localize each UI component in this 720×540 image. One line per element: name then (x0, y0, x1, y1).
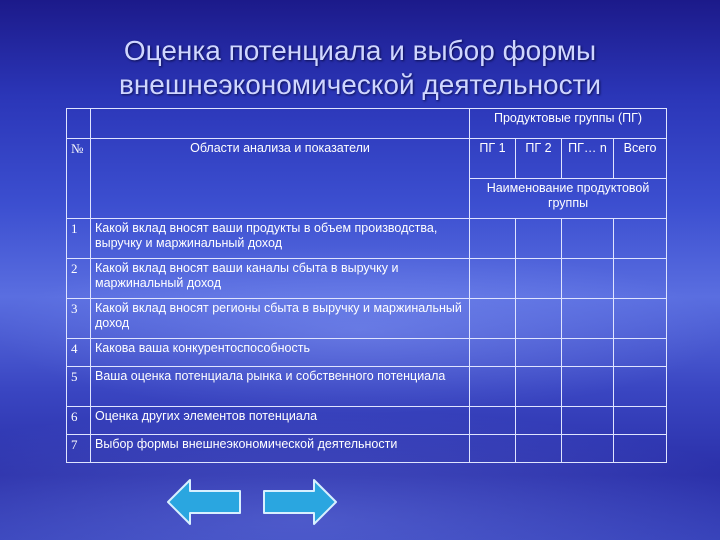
table-row (67, 299, 667, 339)
forward-button[interactable] (262, 478, 338, 526)
cell-pgn (562, 435, 614, 463)
cell-pg2 (516, 299, 562, 339)
cell-pg1 (470, 299, 516, 339)
cell-pg2 (516, 435, 562, 463)
cell-pg1 (470, 259, 516, 299)
cell-pgn (562, 219, 614, 259)
row-text: Какова ваша конкурентоспособность (91, 339, 470, 367)
arrow-right-icon (262, 478, 338, 526)
cell-pgn (562, 407, 614, 435)
header-no: № (67, 139, 91, 219)
row-text: Какой вклад вносят регионы сбыта в выручку и маржинальный доход (91, 299, 470, 339)
slide-title-line-1: Оценка потенциала и выбор формы (123, 35, 597, 66)
cell-pg2 (516, 367, 562, 407)
cell-total (614, 219, 667, 259)
header-total: Всего (614, 139, 667, 179)
cell-pg1 (470, 435, 516, 463)
arrow-left-icon (166, 478, 242, 526)
cell-pg1 (470, 339, 516, 367)
cell-pgn (562, 367, 614, 407)
table-header-row-1 (67, 109, 667, 139)
table-row (67, 407, 667, 435)
row-text: Выбор формы внешнеэкономической деятельности (91, 435, 470, 463)
cell-pgn (562, 299, 614, 339)
row-number: 4 (67, 339, 91, 367)
cell-total (614, 367, 667, 407)
analysis-table (66, 108, 667, 463)
cell-total (614, 299, 667, 339)
table-row (67, 339, 667, 367)
cell-pg2 (516, 259, 562, 299)
header-blank-no (67, 109, 91, 139)
table-header-row-2 (67, 139, 667, 179)
cell-pg2 (516, 339, 562, 367)
slide-title (0, 34, 720, 102)
back-button[interactable] (166, 478, 242, 526)
cell-total (614, 435, 667, 463)
table-row (67, 435, 667, 463)
header-areas: Области анализа и показатели (91, 139, 470, 219)
row-text: Ваша оценка потенциала рынка и собственного потенциала (91, 367, 470, 407)
header-product-groups: Продуктовые группы (ПГ) (470, 109, 667, 139)
cell-total (614, 339, 667, 367)
cell-pgn (562, 259, 614, 299)
row-number: 1 (67, 219, 91, 259)
row-number: 5 (67, 367, 91, 407)
row-text: Какой вклад вносят ваши продукты в объем производства, выручку и маржинальный доход (91, 219, 470, 259)
row-text: Какой вклад вносят ваши каналы сбыта в выручку и маржинальный доход (91, 259, 470, 299)
slide-title-line-2: внешнеэкономической деятельности (118, 69, 602, 100)
header-pg1: ПГ 1 (470, 139, 516, 179)
table-row (67, 367, 667, 407)
row-number: 2 (67, 259, 91, 299)
cell-total (614, 407, 667, 435)
cell-pgn (562, 339, 614, 367)
row-number: 7 (67, 435, 91, 463)
cell-pg2 (516, 219, 562, 259)
cell-pg1 (470, 367, 516, 407)
cell-pg2 (516, 407, 562, 435)
table-row (67, 259, 667, 299)
row-number: 6 (67, 407, 91, 435)
header-pg2: ПГ 2 (516, 139, 562, 179)
table-row (67, 219, 667, 259)
row-number: 3 (67, 299, 91, 339)
row-text: Оценка других элементов потенциала (91, 407, 470, 435)
cell-pg1 (470, 219, 516, 259)
header-blank-areas (91, 109, 470, 139)
cell-pg1 (470, 407, 516, 435)
header-group-name: Наименование продуктовой группы (470, 179, 667, 219)
header-pgn: ПГ… n (562, 139, 614, 179)
cell-total (614, 259, 667, 299)
